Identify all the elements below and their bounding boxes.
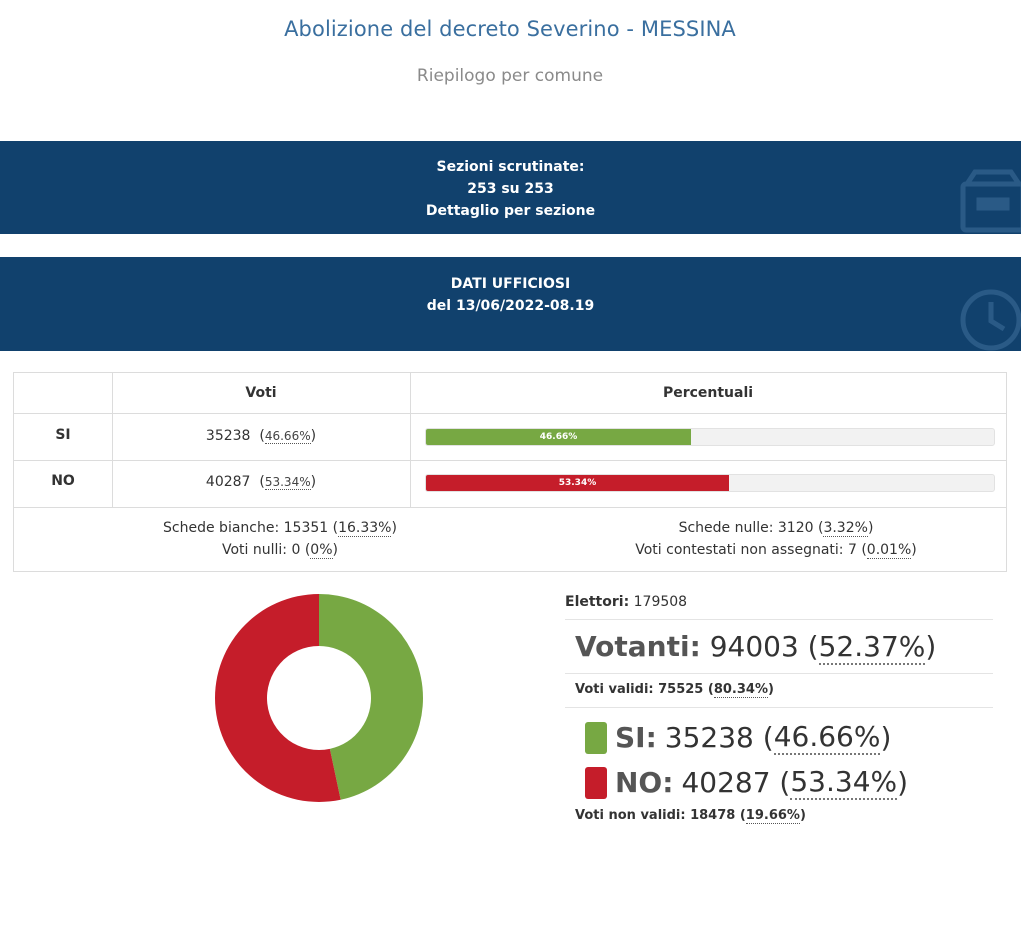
votes-si-pct: 46.66% — [264, 429, 311, 443]
footer-left — [14, 517, 546, 561]
blank-ballots: Schede bianche: 15351 (16.33%) — [163, 520, 397, 536]
contested-votes: Voti contestati non assegnati: 7 (0.01%) — [635, 542, 917, 558]
bar-fill-si — [426, 429, 691, 445]
page-title: Abolizione del decreto Severino - MESSINA — [284, 17, 736, 41]
no-color-swatch — [585, 767, 607, 799]
turnout: Votanti: 94003 (52.37%) — [575, 630, 937, 663]
turnout-pct: 52.37% — [818, 630, 926, 663]
bar-track-no — [425, 474, 995, 492]
votes-no-value: 40287 — [205, 474, 251, 490]
sections-count: 253 su 253 — [467, 181, 554, 197]
results-table — [13, 372, 1007, 572]
si-color-swatch — [585, 722, 607, 754]
bar-track-si — [425, 428, 995, 446]
bar-label-no: 53.34% — [558, 478, 597, 488]
votes-no: 40287 (53.34%) — [205, 474, 317, 490]
votes-si: 35238 (46.66%) — [205, 428, 317, 444]
summary-panel — [565, 594, 993, 823]
data-status: DATI UFFICIOSI — [450, 276, 571, 292]
page-subtitle: Riepilogo per comune — [416, 66, 604, 86]
invalid-votes: Voti non validi: 18478 (19.66%) — [575, 808, 806, 823]
votes-si-value: 35238 — [205, 428, 251, 444]
section-detail-link[interactable]: Dettaglio per sezione — [425, 203, 596, 219]
summary-si: SI: 35238 ( 46.66% ) — [585, 720, 993, 755]
bar-fill-no — [426, 475, 729, 491]
sections-label: Sezioni scrutinate: — [436, 159, 585, 175]
votes-no-pct: 53.34% — [264, 475, 311, 489]
summary-no: NO: 40287 ( 53.34% ) — [585, 765, 993, 800]
summary-si-label: SI: — [615, 721, 657, 754]
data-band — [0, 257, 1021, 351]
results-donut-chart — [214, 593, 424, 803]
percent-column-header: Percentuali — [662, 385, 754, 401]
row-label-si: SI — [55, 427, 71, 443]
turnout-label: Votanti: — [575, 630, 701, 663]
row-label-no: NO — [51, 473, 75, 489]
data-timestamp: del 13/06/2022-08.19 — [426, 298, 595, 314]
footer-right — [546, 517, 1006, 561]
bar-label-si: 46.66% — [539, 432, 578, 442]
voters-registered: Elettori: 179508 — [565, 594, 688, 610]
null-ballots: Schede nulle: 3120 (3.32%) — [678, 520, 874, 536]
summary-no-label: NO: — [615, 766, 674, 799]
sections-band — [0, 141, 1021, 234]
votes-column-header: Voti — [245, 385, 277, 401]
valid-votes: Voti validi: 75525 (80.34%) — [575, 682, 774, 697]
null-votes: Voti nulli: 0 (0%) — [222, 542, 338, 558]
donut-segment-si — [319, 594, 423, 800]
